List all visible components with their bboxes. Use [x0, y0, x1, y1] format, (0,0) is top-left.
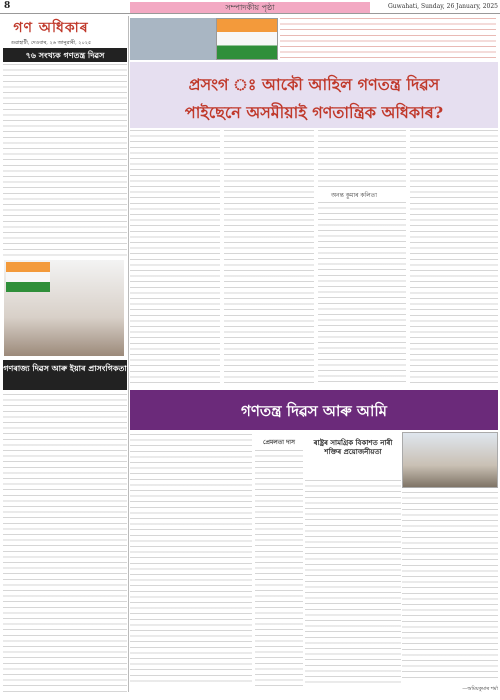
section-2-column-1	[130, 434, 252, 686]
left-column-heading: ৭৬ সংখ্যক গণতন্ত্ৰ দিৱস	[3, 48, 127, 62]
flag-image	[6, 262, 50, 292]
sky-photo	[130, 18, 216, 60]
column-divider	[128, 16, 129, 692]
parade-photo	[402, 432, 498, 488]
lead-story-column-3	[318, 130, 406, 386]
masthead	[3, 16, 99, 44]
headline-line-2: পাইছেনে অসমীয়াই গণতান্ত্ৰিক অধিকাৰ?	[184, 103, 444, 122]
masthead-subtitle: গুৱাহাটী, দেওবাৰ, ২৬ জানুৱাৰী, ২০২৫	[10, 40, 92, 46]
byline: অনন্ত কুমাৰ কলিতা	[330, 192, 377, 199]
footer-signature: —অমিয়কুমাৰ শৰ্মা	[462, 686, 498, 692]
masthead-title: গণ অধিকাৰ	[13, 20, 89, 36]
left-column-body	[3, 64, 127, 258]
headline-line-1: প্ৰসংগ ঃ আকৌ আহিল গণতন্ত্ৰ দিৱস	[188, 75, 440, 94]
section-2-column-4	[402, 492, 498, 682]
left-column-body-2	[3, 394, 127, 694]
sub-headline: ৰাষ্ট্ৰৰ সামগ্ৰিক বিকাশত নাৰী শক্তিৰ প্ৰয়োজনীয়তা	[313, 438, 393, 456]
dateline: Guwahati, Sunday, 26 January, 2025	[388, 3, 498, 10]
left-column-subheading: গণৰাজ্য দিৱস আৰু ইয়াৰ প্ৰাসংগিকতা	[3, 360, 127, 390]
photo-caption-text	[280, 18, 496, 60]
section-2-column-2	[255, 450, 303, 686]
section-2-author: প্ৰেমলতা দাস	[263, 439, 295, 446]
page-number: 8	[4, 1, 11, 11]
lead-story-column-2	[224, 130, 314, 386]
lead-story-column-4	[410, 130, 498, 386]
flag-photo	[216, 18, 278, 60]
section-label: সম্পাদকীয় পৃষ্ঠা	[130, 2, 370, 13]
lead-story-column-1	[130, 130, 220, 386]
section-2-title: গণতন্ত্ৰ দিৱস আৰু আমি	[240, 402, 387, 420]
section-2-column-3	[305, 480, 401, 686]
